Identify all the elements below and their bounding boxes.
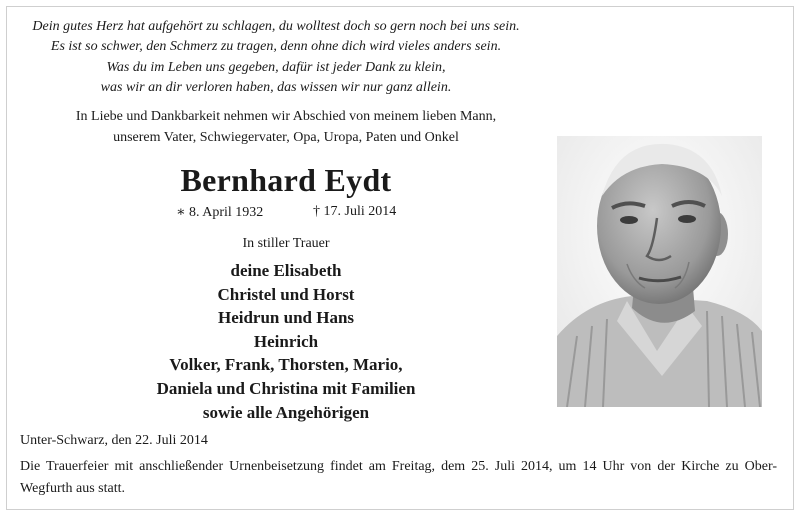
deceased-name: Bernhard Eydt xyxy=(180,162,392,198)
poem-line: Es ist so schwer, den Schmerz zu tragen, denn ohne dich wird vieles anders sein. xyxy=(50,39,502,55)
mourner-line: Daniela und Christina mit Familien xyxy=(156,378,416,398)
mourner-line: Volker, Frank, Thorsten, Mario, xyxy=(169,355,403,375)
intro-line: unserem Vater, Schwiegervater, Opa, Uropa, Paten und Onkel xyxy=(113,129,459,145)
place-and-date: Unter-Schwarz, den 22. Juli 2014 xyxy=(20,433,208,448)
portrait-illustration xyxy=(557,136,762,407)
intro-line: In Liebe und Dankbarkeit nehmen wir Abschied von meinem lieben Mann, xyxy=(75,109,497,124)
mourner-line: deine Elisabeth xyxy=(230,261,342,280)
poem-line: Was du im Leben uns gegeben, dafür ist jeder Dank zu klein, xyxy=(106,59,446,75)
mourner-line: Heidrun und Hans xyxy=(217,308,355,328)
poem-line: was wir an dir verloren haben, das wissen wir nur ganz allein. xyxy=(100,79,452,95)
poem xyxy=(0,17,552,98)
birth-date: ∗ 8. April 1932 xyxy=(176,205,264,220)
mourner-line: Heinrich xyxy=(253,331,319,351)
portrait-photo xyxy=(557,136,762,407)
death-date: † 17. Juli 2014 xyxy=(313,204,397,219)
farewell-intro xyxy=(0,107,572,148)
mourners-list xyxy=(0,259,572,424)
mourning-label: In stiller Trauer xyxy=(242,236,330,251)
mourner-line: Christel und Horst xyxy=(217,284,355,304)
mourner-line: sowie alle Angehörigen xyxy=(202,402,370,422)
poem-line: Dein gutes Herz hat aufgehört zu schlagen, du wolltest doch so gern noch bei uns sein. xyxy=(32,19,520,34)
ceremony-info: Die Trauerfeier mit anschließender Urnenbeisetzung findet am Freitag, dem 25. Juli 2014, um 14 Uhr von der Kirche zu Ober-Wegfurth aus statt. xyxy=(20,459,777,496)
